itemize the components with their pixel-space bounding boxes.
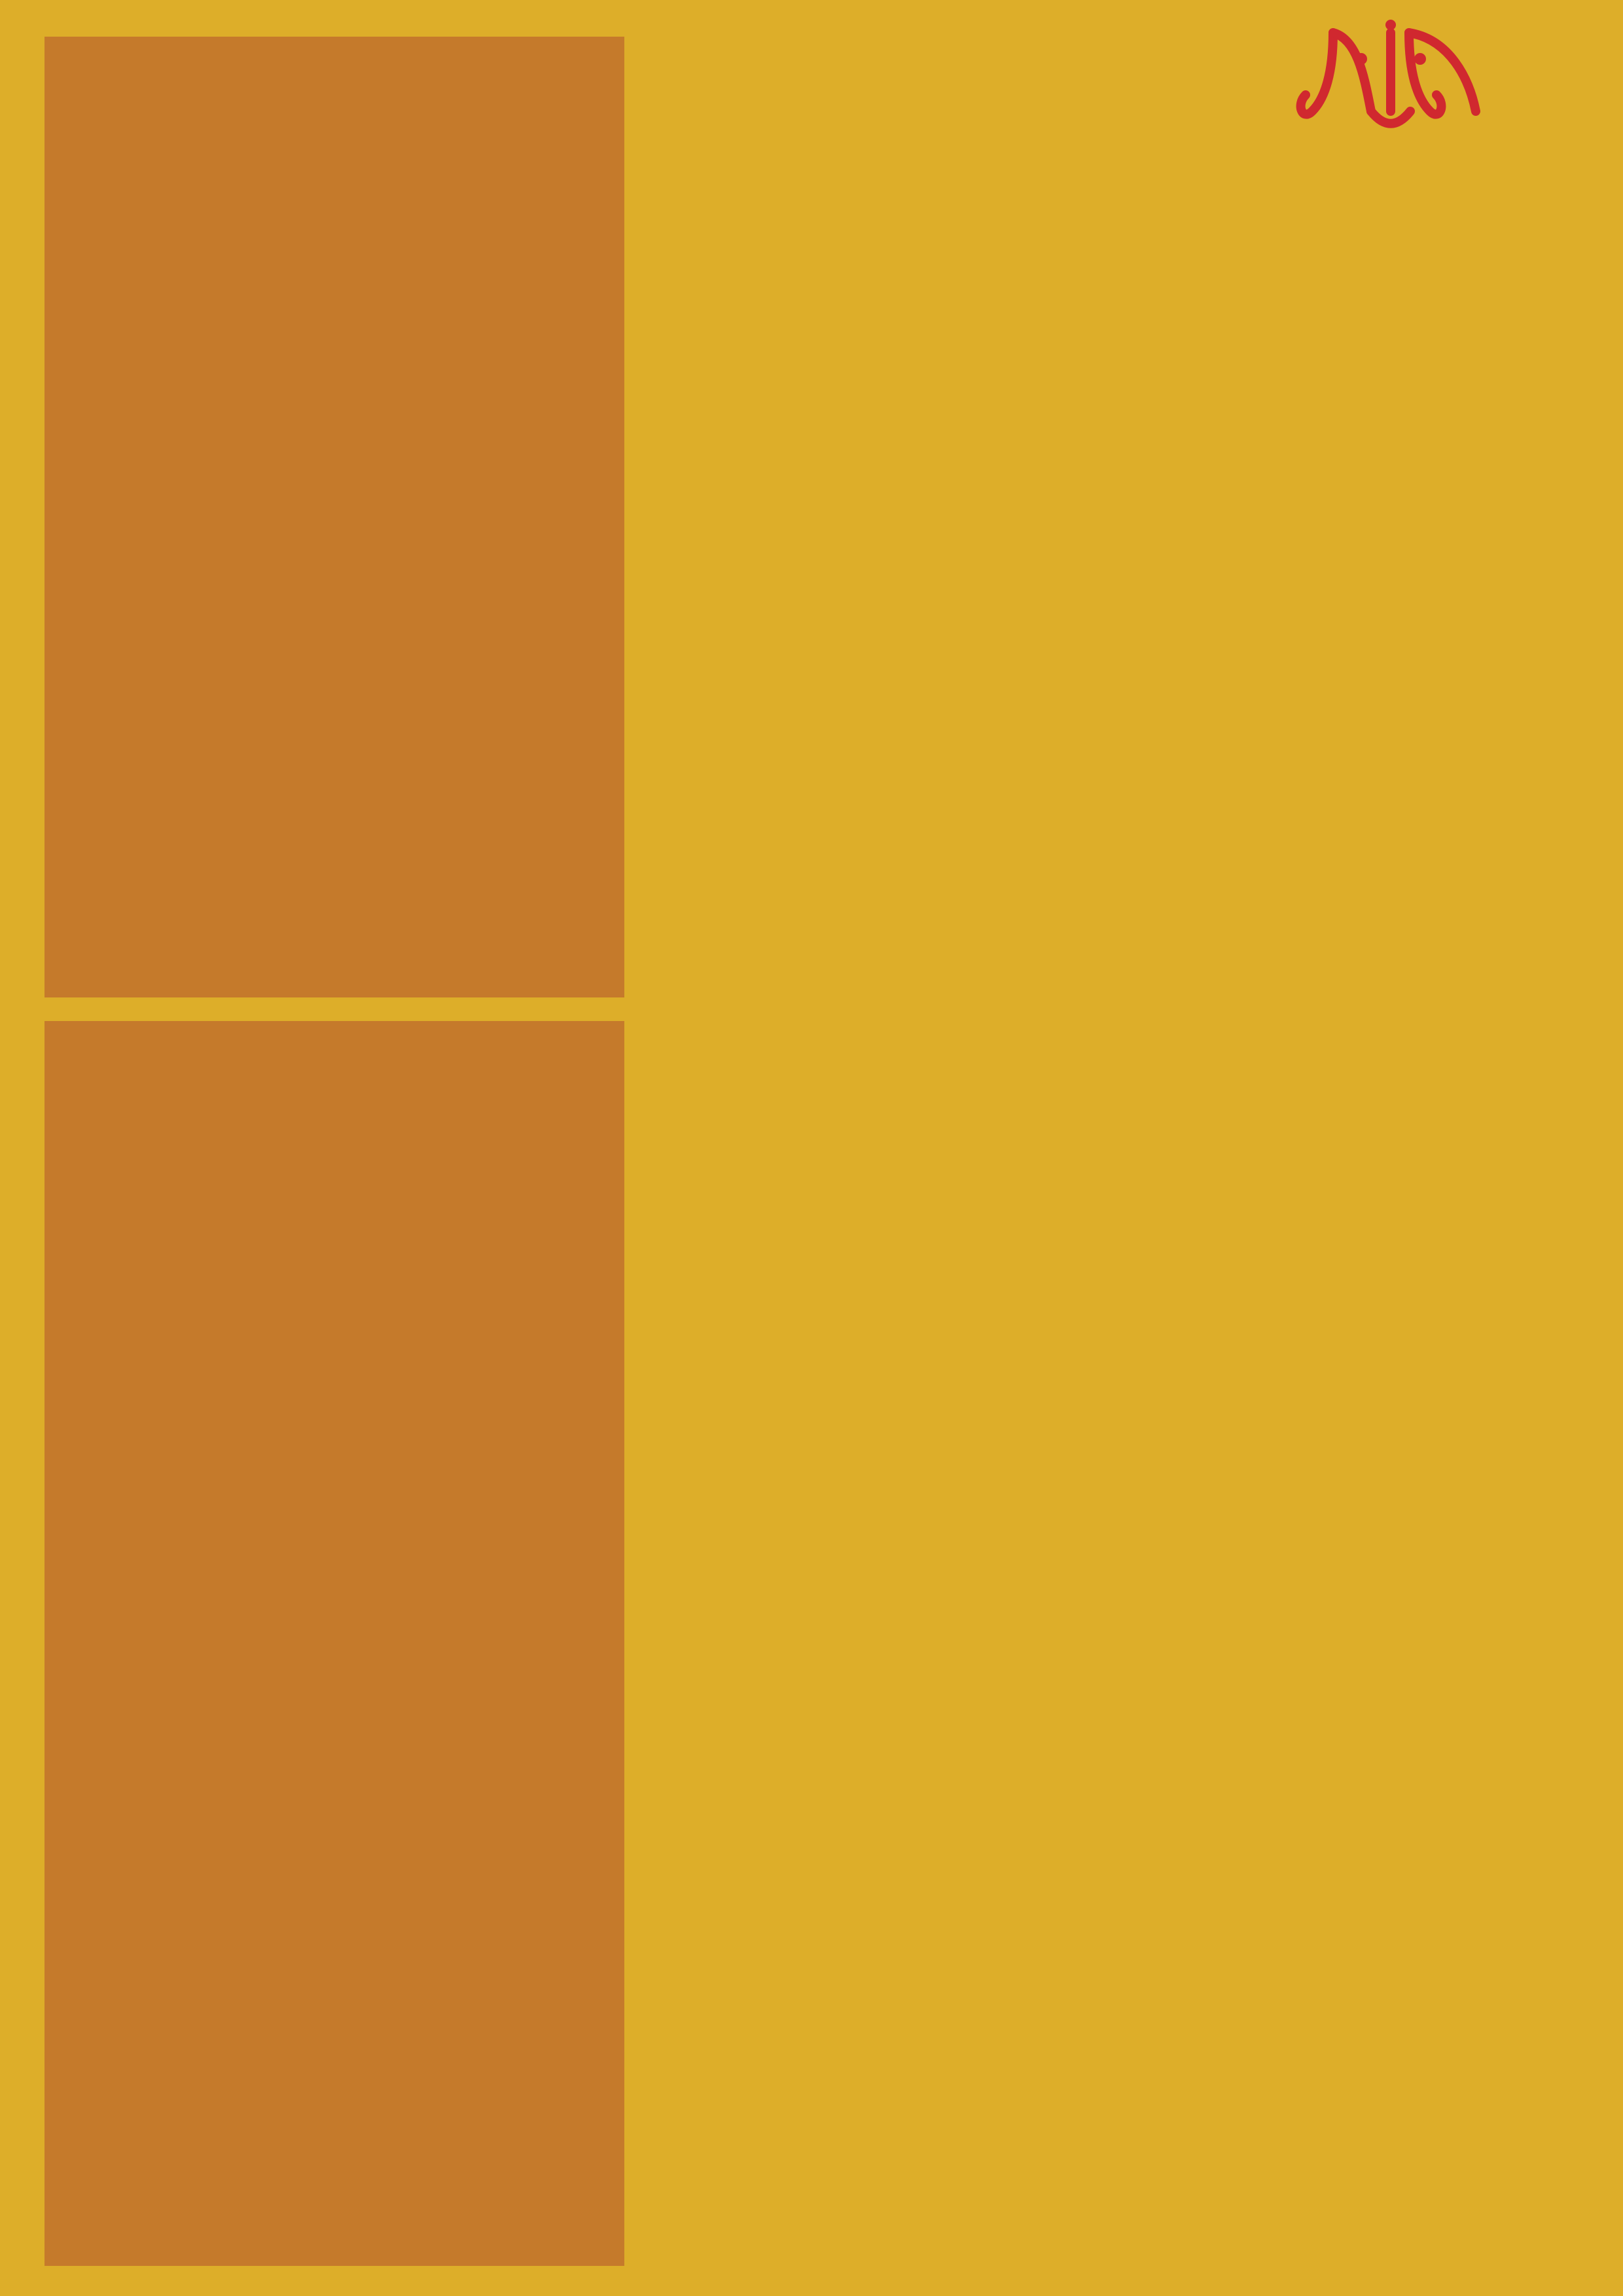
magdalena-emblem-icon	[1293, 13, 1489, 144]
colophon-box	[45, 37, 624, 997]
subscriptions-box	[45, 1021, 624, 2266]
magdalena-logo	[1293, 13, 1489, 190]
